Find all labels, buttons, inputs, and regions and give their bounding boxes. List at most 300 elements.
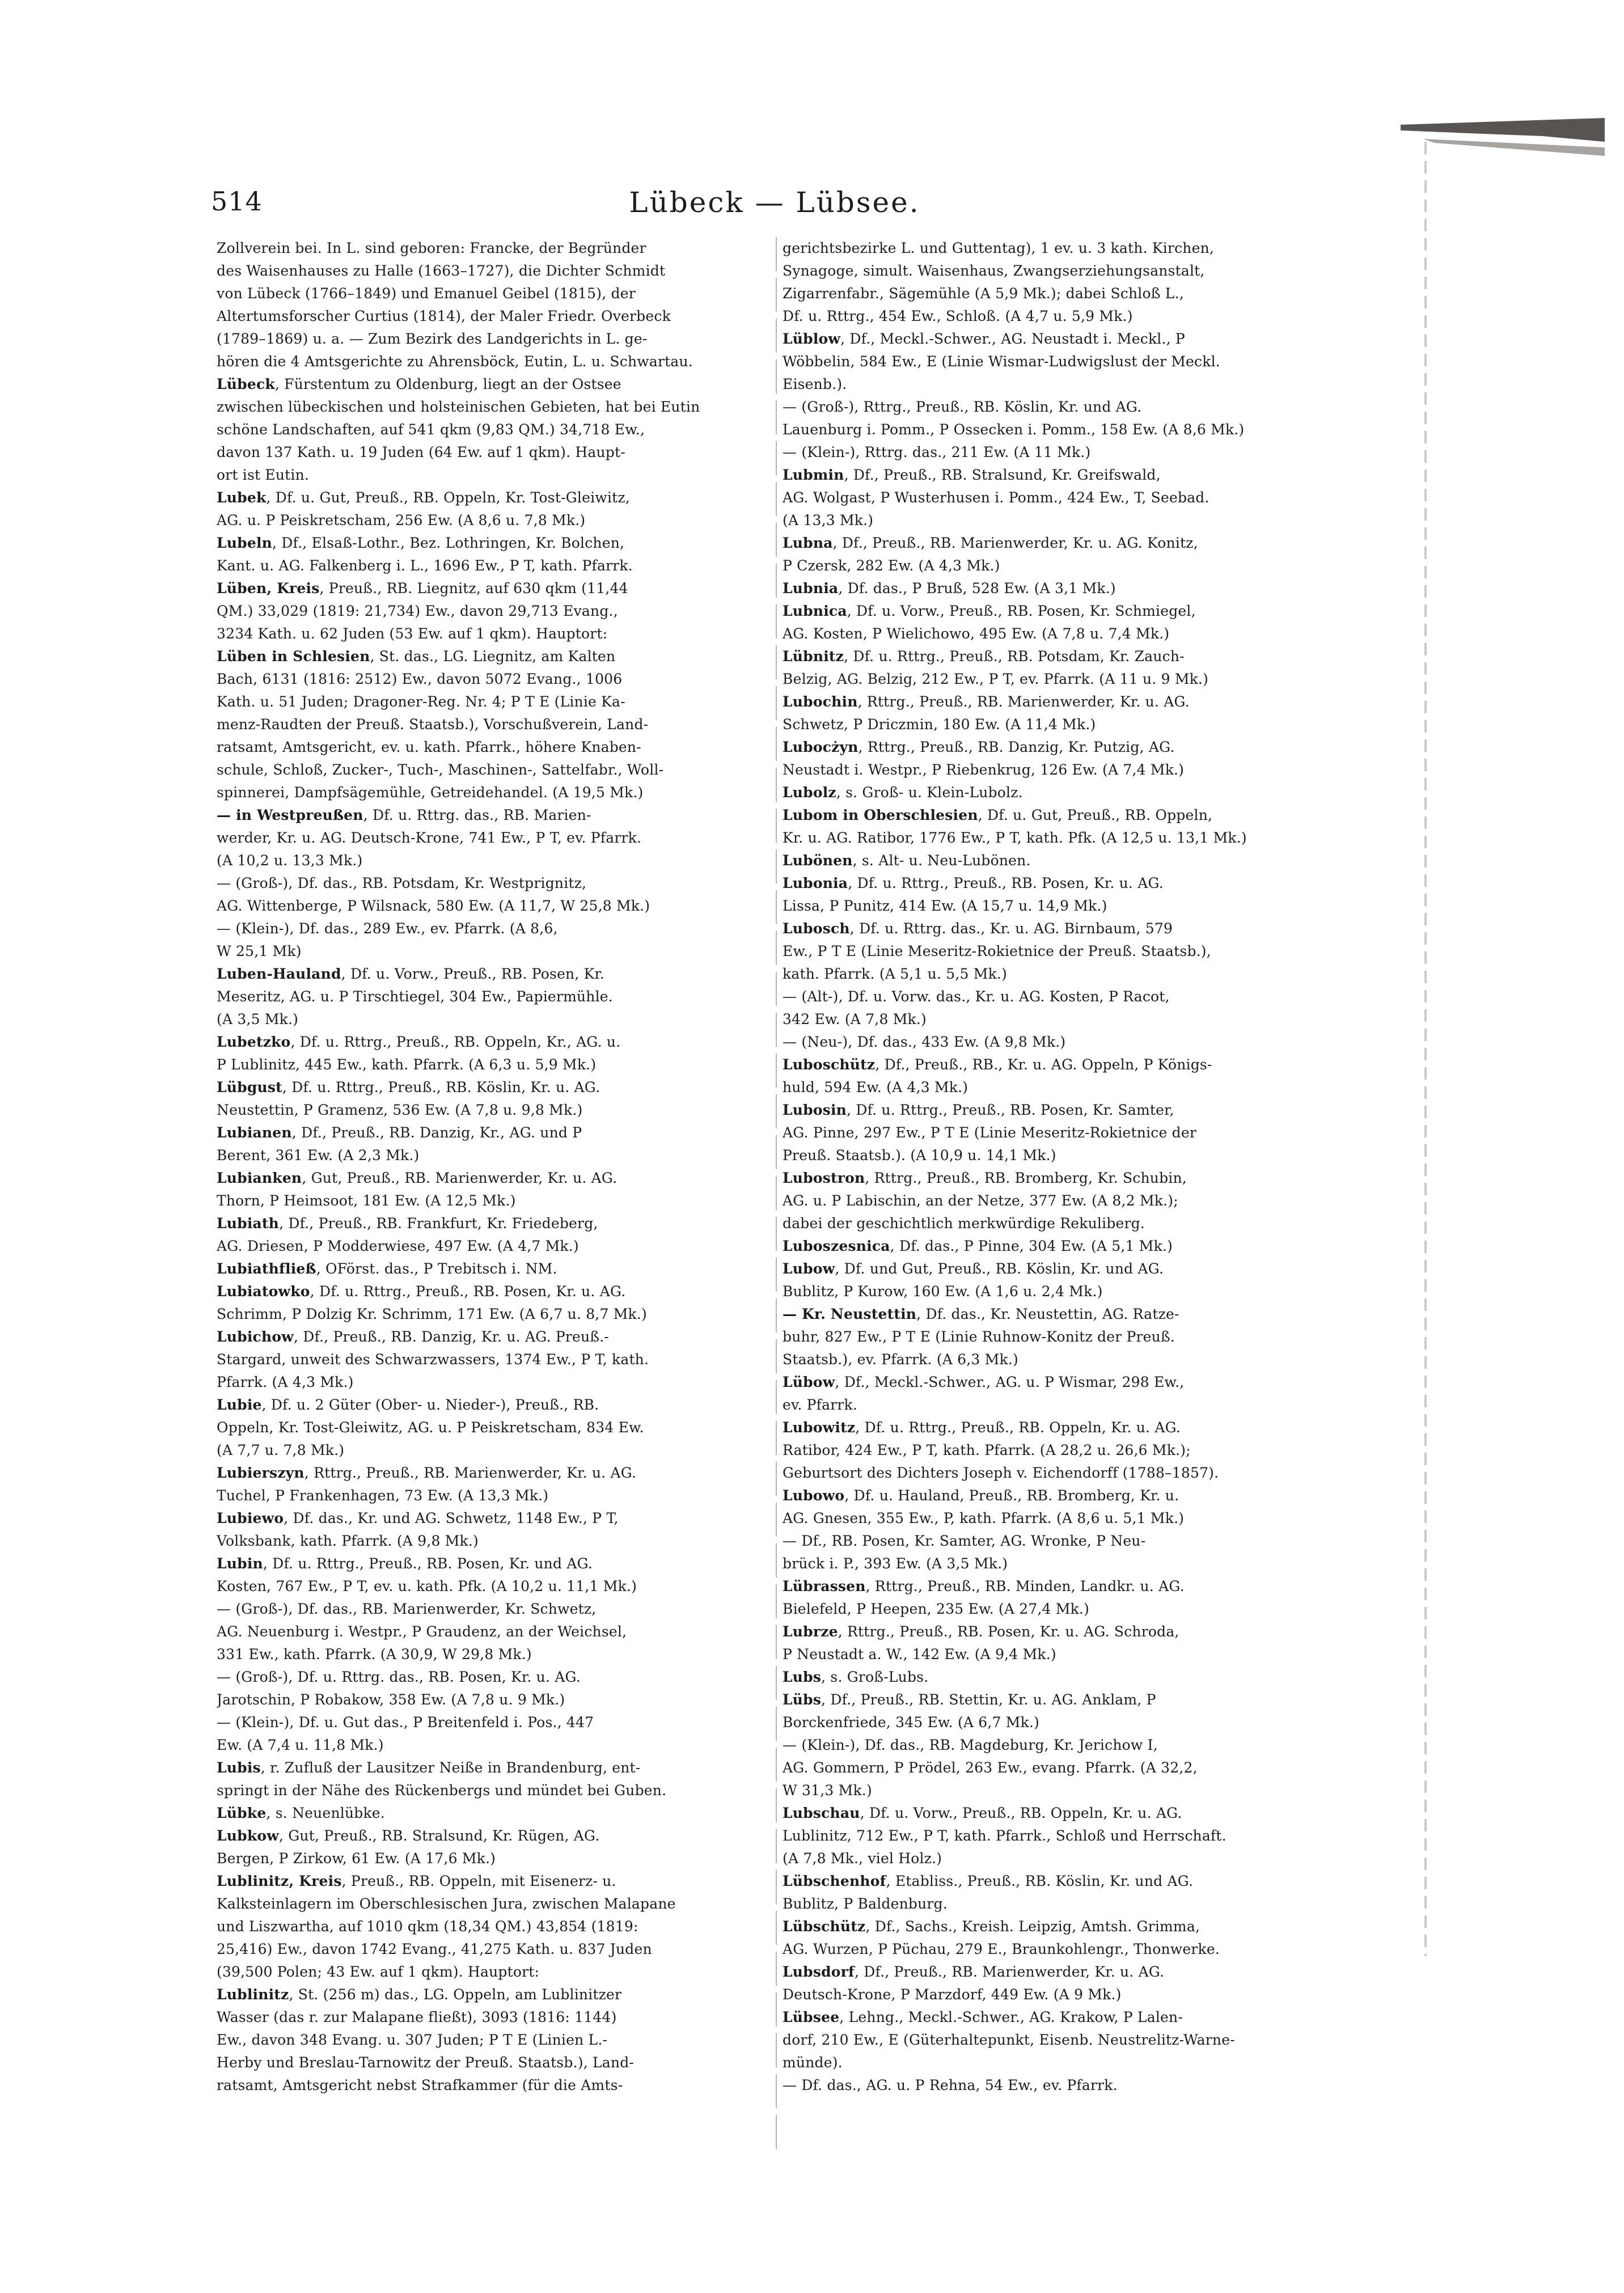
text-line — [217, 781, 768, 804]
text-line — [217, 1484, 768, 1507]
text-line — [783, 600, 1334, 623]
text-line — [783, 872, 1334, 895]
text-line — [217, 1235, 768, 1258]
entry-text: springt in der Nähe des Rückenbergs und mündet bei Guben. — [217, 1782, 667, 1799]
text-line — [217, 2051, 768, 2074]
text-line — [783, 237, 1334, 260]
entry-text: — (Groß-), Rttrg., Preuß., RB. Köslin, Kr. und AG. — [783, 399, 1142, 415]
text-line — [217, 1416, 768, 1439]
entry-headword: Lubs — [783, 1669, 822, 1685]
entry-text: , Df. u. Rttrg., Preuß., RB. Posen, Kr. und AG. — [263, 1555, 593, 1572]
text-line — [783, 1938, 1334, 1961]
text-line — [217, 1734, 768, 1757]
entry-text: , Rttrg., Preuß., RB. Marienwerder, Kr. u. AG. — [304, 1465, 637, 1481]
text-line — [783, 1530, 1334, 1552]
text-line — [217, 282, 768, 305]
text-line — [217, 237, 768, 260]
text-line — [217, 1054, 768, 1076]
entry-text: , Fürstentum zu Oldenburg, liegt an der Ostsee — [274, 376, 621, 392]
entry-headword: Lubosch — [783, 920, 850, 937]
entry-text: , Df. u. Rttrg., Preuß., RB. Posen, Kr. Samter, — [847, 1102, 1174, 1118]
text-line — [783, 1893, 1334, 1915]
text-line — [783, 464, 1334, 486]
entry-text: Bielefeld, P Heepen, 235 Ew. (A 27,4 Mk.) — [783, 1601, 1090, 1617]
text-line — [217, 2006, 768, 2029]
entry-headword: Lüblow — [783, 331, 841, 347]
text-line — [217, 486, 768, 509]
entry-text: , Df. u. Vorw., Preuß., RB. Posen, Kr. — [341, 966, 605, 982]
text-line — [217, 1326, 768, 1348]
text-line — [783, 555, 1334, 577]
entry-text: AG. Wittenberge, P Wilsnack, 580 Ew. (A 11,7, W 25,8 Mk.) — [217, 898, 650, 914]
entry-headword: Lubönen — [783, 852, 853, 869]
entry-text: zwischen lübeckischen und holsteinischen Gebieten, hat bei Eutin — [217, 399, 700, 415]
entry-text: menz-Raudten der Preuß. Staatsb.), Vorschußverein, Land- — [217, 716, 649, 733]
text-line — [217, 804, 768, 827]
entry-text: brück i. P., 393 Ew. (A 3,5 Mk.) — [783, 1555, 1008, 1572]
entry-text: Thorn, P Heimsoot, 181 Ew. (A 12,5 Mk.) — [217, 1192, 516, 1209]
text-line — [783, 1122, 1334, 1144]
entry-text: ev. Pfarrk. — [783, 1397, 858, 1413]
text-line — [783, 260, 1334, 282]
text-line — [217, 1258, 768, 1280]
entry-text: gerichtsbezirke L. und Guttentag), 1 ev. u. 3 kath. Kirchen, — [783, 240, 1215, 256]
running-title: Lübeck — Lübsee. — [629, 186, 920, 219]
text-line — [217, 1598, 768, 1621]
entry-text: , Df. u. Rttrg. das., RB. Marien- — [363, 807, 591, 823]
entry-text: , Df. u. Rttrg., Preuß., RB. Oppeln, Kr., AG. u. — [290, 1034, 621, 1050]
text-line — [217, 759, 768, 781]
entry-text: Stargard, unweit des Schwarzwassers, 1374 Ew., P T, kath. — [217, 1351, 649, 1368]
entry-headword: Lüben in Schlesien — [217, 648, 370, 665]
entry-text: , Df., Preuß., RB. Danzig, Kr., AG. und P — [291, 1124, 582, 1141]
entry-text: , Df., Sachs., Kreish. Leipzig, Amtsh. Grimma, — [865, 1918, 1200, 1935]
entry-text: P Czersk, 282 Ew. (A 4,3 Mk.) — [783, 557, 1000, 574]
entry-headword: Lubochin — [783, 693, 858, 710]
entry-headword: Lublinitz — [217, 1986, 289, 2003]
text-line — [217, 555, 768, 577]
text-line — [783, 713, 1334, 736]
entry-headword: Lubek — [217, 489, 267, 506]
entry-text: , Gut, Preuß., RB. Stralsund, Kr. Rügen, AG. — [278, 1827, 600, 1844]
entry-text: AG. Wolgast, P Wusterhusen i. Pomm., 424 Ew., T, Seebad. — [783, 489, 1209, 506]
text-line — [783, 328, 1334, 350]
text-line — [783, 1734, 1334, 1757]
text-line — [217, 328, 768, 350]
page-edge-smudge — [1401, 108, 1605, 176]
text-line — [217, 713, 768, 736]
entry-text: 331 Ew., kath. Pfarrk. (A 30,9, W 29,8 Mk.) — [217, 1646, 532, 1662]
entry-text: Bublitz, P Baldenburg. — [783, 1896, 948, 1912]
entry-text: — Df. das., AG. u. P Rehna, 54 Ew., ev. Pfarrk. — [783, 2077, 1118, 2093]
entry-headword: Lubostron — [783, 1170, 865, 1186]
entry-text: Preuß. Staatsb.). (A 10,9 u. 14,1 Mk.) — [783, 1147, 1056, 1164]
entry-text: , Df. u. Vorw., Preuß., RB. Posen, Kr. Schmiegel, — [847, 603, 1196, 619]
text-line — [217, 1122, 768, 1144]
entry-text: Wasser (das r. zur Malapane fließt), 3093 (1816: 1144) — [217, 2009, 617, 2025]
entry-text: , Preuß., RB. Oppeln, mit Eisenerz- u. — [341, 1873, 616, 1889]
entry-text: huld, 594 Ew. (A 4,3 Mk.) — [783, 1079, 969, 1095]
entry-text: Jarotschin, P Robakow, 358 Ew. (A 7,8 u. 9 Mk.) — [217, 1691, 565, 1708]
entry-headword: Lübs — [783, 1691, 822, 1708]
entry-text: AG. Driesen, P Modderwiese, 497 Ew. (A 4,7 Mk.) — [217, 1238, 579, 1254]
entry-text: Ratibor, 424 Ew., P T, kath. Pfarrk. (A 28,2 u. 26,6 Mk.); — [783, 1442, 1191, 1458]
entry-headword: — in Westpreußen — [217, 807, 363, 823]
text-line — [783, 895, 1334, 917]
entry-text: Bublitz, P Kurow, 160 Ew. (A 1,6 u. 2,4 Mk.) — [783, 1283, 1103, 1300]
text-line — [783, 350, 1334, 373]
text-line — [217, 1144, 768, 1167]
entry-text: schule, Schloß, Zucker-, Tuch-, Maschinen-, Sattelfabr., Woll- — [217, 761, 664, 778]
text-line — [217, 1915, 768, 1938]
text-line — [783, 486, 1334, 509]
text-line — [217, 305, 768, 328]
entry-headword: Lubiathfließ — [217, 1260, 316, 1277]
text-line — [783, 1099, 1334, 1122]
entry-text: , Df. das., Kr. und AG. Schwetz, 1148 Ew., P T, — [284, 1510, 619, 1526]
entry-text: — (Alt-), Df. u. Vorw. das., Kr. u. AG. Kosten, P Racot, — [783, 988, 1170, 1005]
text-line — [783, 668, 1334, 691]
entry-text: Lauenburg i. Pomm., P Ossecken i. Pomm., 158 Ew. (A 8,6 Mk.) — [783, 421, 1245, 438]
entry-text: Synagoge, simult. Waisenhaus, Zwangserziehungsanstalt, — [783, 263, 1205, 279]
text-line — [783, 1190, 1334, 1212]
text-line — [783, 1802, 1334, 1825]
text-line — [217, 1802, 768, 1825]
entry-text: , Df., Meckl.-Schwer., AG. Neustadt i. Meckl., P — [840, 331, 1185, 347]
text-line — [783, 532, 1334, 555]
text-line — [783, 441, 1334, 464]
entry-text: Eisenb.). — [783, 376, 847, 392]
entry-headword: Lubowo — [783, 1487, 845, 1504]
entry-headword: Lübrassen — [783, 1578, 866, 1594]
text-line — [783, 1439, 1334, 1462]
entry-headword: Lubolz — [783, 784, 836, 801]
entry-text: Ew. (A 7,4 u. 11,8 Mk.) — [217, 1737, 384, 1753]
entry-text: Bergen, P Zirkow, 61 Ew. (A 17,6 Mk.) — [217, 1850, 496, 1867]
entry-headword: Lübgust — [217, 1079, 282, 1095]
text-line — [783, 1621, 1334, 1643]
entry-text: , St. (256 m) das., LG. Oppeln, am Lublinitzer — [289, 1986, 622, 2003]
entry-text: des Waisenhauses zu Halle (1663–1727), die Dichter Schmidt — [217, 263, 666, 279]
text-line — [783, 940, 1334, 963]
text-line — [783, 1757, 1334, 1779]
entry-text: und Liszwartha, auf 1010 qkm (18,34 QM.) 43,854 (1819: — [217, 1918, 638, 1935]
entry-text: , Df. u. Vorw., Preuß., RB. Oppeln, Kr. u. AG. — [860, 1805, 1182, 1821]
text-line — [783, 1144, 1334, 1167]
entry-headword: Lubin — [217, 1555, 263, 1572]
entry-text: AG. u. P Labischin, an der Netze, 377 Ew. (A 8,2 Mk.); — [783, 1192, 1178, 1209]
text-line — [217, 1394, 768, 1416]
entry-text: Neustadt i. Westpr., P Riebenkrug, 126 Ew. (A 7,4 Mk.) — [783, 761, 1185, 778]
text-line — [783, 282, 1334, 305]
entry-text: — (Klein-), Rttrg. das., 211 Ew. (A 11 Mk.) — [783, 444, 1091, 460]
entry-text: 25,416) Ew., davon 1742 Evang., 41,275 Kath. u. 837 Juden — [217, 1941, 652, 1957]
entry-text: ort ist Eutin. — [217, 467, 310, 483]
page-edge-line — [1424, 142, 1427, 1956]
text-line — [783, 1961, 1334, 1983]
text-line — [783, 1870, 1334, 1893]
text-line — [783, 2074, 1334, 2097]
text-line — [783, 1394, 1334, 1416]
entry-text: — (Groß-), Df. u. Rttrg. das., RB. Posen, Kr. u. AG. — [217, 1669, 581, 1685]
text-line — [783, 1054, 1334, 1076]
entry-text: , Df. u. Rttrg. das., Kr. u. AG. Birnbaum, 579 — [849, 920, 1173, 937]
entry-text: , OFörst. das., P Trebitsch i. NM. — [316, 1260, 557, 1277]
text-line — [217, 1621, 768, 1643]
entry-headword: — Kr. Neustettin — [783, 1306, 917, 1322]
text-line — [783, 1031, 1334, 1054]
entry-text: Deutsch-Krone, P Marzdorf, 449 Ew. (A 9 Mk.) — [783, 1986, 1122, 2003]
page-header — [211, 186, 1338, 226]
entry-text: , Df., Elsaß-Lothr., Bez. Lothringen, Kr. Bolchen, — [272, 535, 625, 551]
entry-headword: Lubetzko — [217, 1034, 291, 1050]
entry-text: , Df. u. Rttrg., Preuß., RB. Köslin, Kr. u. AG. — [282, 1079, 600, 1095]
entry-text: Ew., davon 348 Evang. u. 307 Juden; P T E (Linien L.- — [217, 2032, 608, 2048]
entry-text: — (Groß-), Df. das., RB. Marienwerder, Kr. Schwetz, — [217, 1601, 597, 1617]
entry-text: AG. Neuenburg i. Westpr., P Graudenz, an der Weichsel, — [217, 1623, 627, 1640]
text-line — [217, 1711, 768, 1734]
text-line — [217, 1190, 768, 1212]
entry-text: 342 Ew. (A 7,8 Mk.) — [783, 1011, 927, 1027]
text-line — [217, 1439, 768, 1462]
entry-headword: Lubonia — [783, 875, 848, 891]
text-line — [217, 1870, 768, 1893]
text-line — [783, 985, 1334, 1008]
entry-text: (39,500 Polen; 43 Ew. auf 1 qkm). Hauptort: — [217, 1964, 540, 1980]
entry-text: (A 7,8 Mk., viel Holz.) — [783, 1850, 942, 1867]
text-line — [217, 1507, 768, 1530]
entry-headword: Lübow — [783, 1374, 835, 1390]
text-line — [217, 441, 768, 464]
entry-text: Bach, 6131 (1816: 2512) Ew., davon 5072 Evang., 1006 — [217, 671, 623, 687]
text-line — [783, 1575, 1334, 1598]
entry-text: Lissa, P Punitz, 414 Ew. (A 15,7 u. 14,9 Mk.) — [783, 898, 1107, 914]
entry-headword: Lubnica — [783, 603, 847, 619]
text-line — [783, 781, 1334, 804]
text-line — [217, 1689, 768, 1711]
text-line — [217, 1552, 768, 1575]
entry-headword: Lübke — [217, 1805, 267, 1821]
entry-text: Altertumsforscher Curtius (1814), der Maler Friedr. Overbeck — [217, 308, 671, 324]
entry-text: Neustettin, P Gramenz, 536 Ew. (A 7,8 u. 9,8 Mk.) — [217, 1102, 583, 1118]
entry-text: QM.) 33,029 (1819: 21,734) Ew., davon 29,713 Evang., — [217, 603, 618, 619]
text-line — [217, 940, 768, 963]
entry-text: Wöbbelin, 584 Ew., E (Linie Wismar-Ludwigslust der Meckl. — [783, 353, 1220, 370]
entry-text: Kosten, 767 Ew., P T, ev. u. kath. Pfk. (A 10,2 u. 11,1 Mk.) — [217, 1578, 637, 1594]
entry-text: schöne Landschaften, auf 541 qkm (9,83 QM.) 34,718 Ew., — [217, 421, 645, 438]
entry-text: — (Neu-), Df. das., 433 Ew. (A 9,8 Mk.) — [783, 1034, 1066, 1050]
text-line — [783, 1235, 1334, 1258]
entry-text: spinnerei, Dampfsägemühle, Getreidehandel. (A 19,5 Mk.) — [217, 784, 644, 801]
text-line — [783, 1983, 1334, 2006]
entry-text: AG. Kosten, P Wielichowo, 495 Ew. (A 7,8 u. 7,4 Mk.) — [783, 625, 1170, 642]
entry-text: (A 13,3 Mk.) — [783, 512, 874, 528]
entry-text: dabei der geschichtlich merkwürdige Rekuliberg. — [783, 1215, 1145, 1232]
entry-text: werder, Kr. u. AG. Deutsch-Krone, 741 Ew., P T, ev. Pfarrk. — [217, 830, 642, 846]
text-line — [783, 1598, 1334, 1621]
entry-text: Borckenfriede, 345 Ew. (A 6,7 Mk.) — [783, 1714, 1040, 1731]
column-divider — [776, 237, 777, 2154]
entry-headword: Luboszesnica — [783, 1238, 890, 1254]
entry-text: Geburtsort des Dichters Joseph v. Eichendorff (1788–1857). — [783, 1465, 1219, 1481]
text-line — [783, 2051, 1334, 2074]
text-line — [783, 577, 1334, 600]
entry-text: Kant. u. AG. Falkenberg i. L., 1696 Ew., P T, kath. Pfarrk. — [217, 557, 633, 574]
entry-headword: Lubierszyn — [217, 1465, 304, 1481]
text-line — [783, 1666, 1334, 1689]
text-line — [783, 1280, 1334, 1303]
entry-text: , Gut, Preuß., RB. Marienwerder, Kr. u. AG. — [302, 1170, 618, 1186]
entry-headword: Lubis — [217, 1759, 261, 1776]
entry-text: , Df. u. Gut, Preuß., RB. Oppeln, — [978, 807, 1213, 823]
text-line — [217, 895, 768, 917]
entry-text: , Df. das., Kr. Neustettin, AG. Ratze- — [916, 1306, 1179, 1322]
text-line — [217, 464, 768, 486]
entry-text: 3234 Kath. u. 62 Juden (53 Ew. auf 1 qkm). Hauptort: — [217, 625, 608, 642]
text-line — [783, 917, 1334, 940]
entry-text: , Df. das., P Pinne, 304 Ew. (A 5,1 Mk.) — [890, 1238, 1173, 1254]
text-line — [783, 1258, 1334, 1280]
entry-text: — (Klein-), Df. u. Gut das., P Breitenfeld i. Pos., 447 — [217, 1714, 594, 1731]
text-line — [217, 577, 768, 600]
text-line — [217, 1462, 768, 1484]
text-line — [217, 827, 768, 849]
text-line — [783, 305, 1334, 328]
text-line — [217, 1099, 768, 1122]
entry-headword: Lubeln — [217, 535, 273, 551]
entry-headword: Lubosin — [783, 1102, 847, 1118]
text-line — [783, 623, 1334, 645]
entry-text: Kath. u. 51 Juden; Dragoner-Reg. Nr. 4; P T E (Linie Ka- — [217, 693, 625, 710]
text-line — [217, 2074, 768, 2097]
text-line — [217, 1371, 768, 1394]
text-line — [217, 736, 768, 759]
text-line — [217, 1167, 768, 1190]
entry-text: dorf, 210 Ew., E (Güterhaltepunkt, Eisenb. Neustrelitz-Warne- — [783, 2032, 1235, 2048]
entry-text: AG. Wurzen, P Püchau, 279 E., Braunkohlengr., Thonwerke. — [783, 1941, 1220, 1957]
text-line — [783, 1348, 1334, 1371]
entry-headword: Lubie — [217, 1397, 262, 1413]
text-line — [217, 963, 768, 985]
text-line — [783, 1552, 1334, 1575]
text-line — [217, 1666, 768, 1689]
entry-text: AG. u. P Peiskretscham, 256 Ew. (A 8,6 u. 7,8 Mk.) — [217, 512, 586, 528]
text-line — [783, 849, 1334, 872]
entry-text: , s. Groß-Lubs. — [821, 1669, 929, 1685]
text-line — [783, 1915, 1334, 1938]
entry-text: , s. Groß- u. Klein-Lubolz. — [836, 784, 1023, 801]
entry-text: Volksbank, kath. Pfarrk. (A 9,8 Mk.) — [217, 1533, 479, 1549]
entry-text: , St. das., LG. Liegnitz, am Kalten — [370, 648, 616, 665]
text-line — [217, 1893, 768, 1915]
text-line — [783, 691, 1334, 713]
text-line — [217, 985, 768, 1008]
text-line — [217, 872, 768, 895]
entry-text: kath. Pfarrk. (A 5,1 u. 5,5 Mk.) — [783, 966, 1008, 982]
text-line — [783, 373, 1334, 396]
entry-text: Meseritz, AG. u. P Tirschtiegel, 304 Ew., Papiermühle. — [217, 988, 613, 1005]
entry-text: Df. u. Rttrg., 454 Ew., Schloß. (A 4,7 u. 5,9 Mk.) — [783, 308, 1133, 324]
text-line — [217, 691, 768, 713]
entry-headword: Lublinitz, Kreis — [217, 1873, 342, 1889]
text-line — [217, 373, 768, 396]
text-line — [217, 260, 768, 282]
text-line — [217, 1961, 768, 1983]
entry-text: (A 3,5 Mk.) — [217, 1011, 299, 1027]
text-line — [783, 1462, 1334, 1484]
text-line — [783, 1371, 1334, 1394]
entry-text: , Df. u. Rttrg., Preuß., RB. Potsdam, Kr. Zauch- — [844, 648, 1185, 665]
text-line — [217, 1212, 768, 1235]
right-column — [783, 237, 1334, 2165]
text-line — [783, 1167, 1334, 1190]
entry-text: , Preuß., RB. Liegnitz, auf 630 qkm (11,44 — [319, 580, 628, 596]
entry-text: , Df. u. Gut, Preuß., RB. Oppeln, Kr. Tost-Gleiwitz, — [266, 489, 630, 506]
text-line — [783, 1507, 1334, 1530]
text-line — [217, 396, 768, 418]
entry-text: , Rttrg., Preuß., RB. Marienwerder, Kr. u. AG. — [857, 693, 1190, 710]
entry-headword: Lubowitz — [783, 1419, 856, 1436]
text-line — [217, 1825, 768, 1847]
entry-headword: Lüben, Kreis — [217, 580, 320, 596]
entry-headword: Lubrze — [783, 1623, 838, 1640]
text-line — [217, 645, 768, 668]
entry-text: (A 7,7 u. 7,8 Mk.) — [217, 1442, 345, 1458]
entry-text: , Df. u. Rttrg., Preuß., RB. Oppeln, Kr. u. AG. — [855, 1419, 1181, 1436]
entry-text: Kalksteinlagern im Oberschlesischen Jura, zwischen Malapane — [217, 1896, 676, 1912]
entry-text: Berent, 361 Ew. (A 2,3 Mk.) — [217, 1147, 420, 1164]
entry-text: , Rttrg., Preuß., RB. Bromberg, Kr. Schubin, — [865, 1170, 1187, 1186]
text-line — [217, 1008, 768, 1031]
entry-text: Pfarrk. (A 4,3 Mk.) — [217, 1374, 354, 1390]
entry-text: Tuchel, P Frankenhagen, 73 Ew. (A 13,3 Mk.) — [217, 1487, 549, 1504]
entry-text: Ew., P T E (Linie Meseritz-Rokietnice der Preuß. Staatsb.), — [783, 943, 1211, 959]
entry-headword: Lubiath — [217, 1215, 280, 1232]
entry-text: , Df. und Gut, Preuß., RB. Köslin, Kr. und AG. — [835, 1260, 1164, 1277]
text-line — [783, 1416, 1334, 1439]
entry-text: , s. Alt- u. Neu-Lubönen. — [852, 852, 1031, 869]
left-column — [217, 237, 768, 2165]
entry-text: — Df., RB. Posen, Kr. Samter, AG. Wronke, P Neu- — [783, 1533, 1146, 1549]
page-number: 514 — [211, 186, 263, 217]
text-line — [217, 1280, 768, 1303]
entry-text: , Df., Preuß., RB. Stralsund, Kr. Greifswald, — [844, 467, 1161, 483]
entry-headword: Lubkow — [217, 1827, 279, 1844]
entry-headword: Lubschau — [783, 1805, 860, 1821]
entry-text: ratsamt, Amtsgericht nebst Strafkammer (für die Amts- — [217, 2077, 623, 2093]
entry-headword: Lübnitz — [783, 648, 844, 665]
text-line — [217, 1643, 768, 1666]
entry-text: AG. Pinne, 297 Ew., P T E (Linie Meseritz-Rokietnice der — [783, 1124, 1196, 1141]
text-line — [217, 623, 768, 645]
text-line — [783, 736, 1334, 759]
text-line — [217, 509, 768, 532]
entry-headword: Luben-Hauland — [217, 966, 341, 982]
text-line — [217, 600, 768, 623]
text-line — [783, 1847, 1334, 1870]
text-line — [217, 1575, 768, 1598]
text-line — [783, 1643, 1334, 1666]
entry-text: , Df., Preuß., RB., Kr. u. AG. Oppeln, P Königs- — [875, 1056, 1212, 1073]
entry-text: , Df., Preuß., RB. Frankfurt, Kr. Friedeberg, — [279, 1215, 598, 1232]
entry-text: P Lublinitz, 445 Ew., kath. Pfarrk. (A 6,3 u. 5,9 Mk.) — [217, 1056, 597, 1073]
text-line — [217, 1348, 768, 1371]
entry-headword: Lübschenhof — [783, 1873, 886, 1889]
text-line — [217, 849, 768, 872]
entry-text: Lublinitz, 712 Ew., P T, kath. Pfarrk., Schloß und Herrschaft. — [783, 1827, 1227, 1844]
text-line — [217, 668, 768, 691]
entry-text: davon 137 Kath. u. 19 Juden (64 Ew. auf 1 qkm). Haupt- — [217, 444, 625, 460]
